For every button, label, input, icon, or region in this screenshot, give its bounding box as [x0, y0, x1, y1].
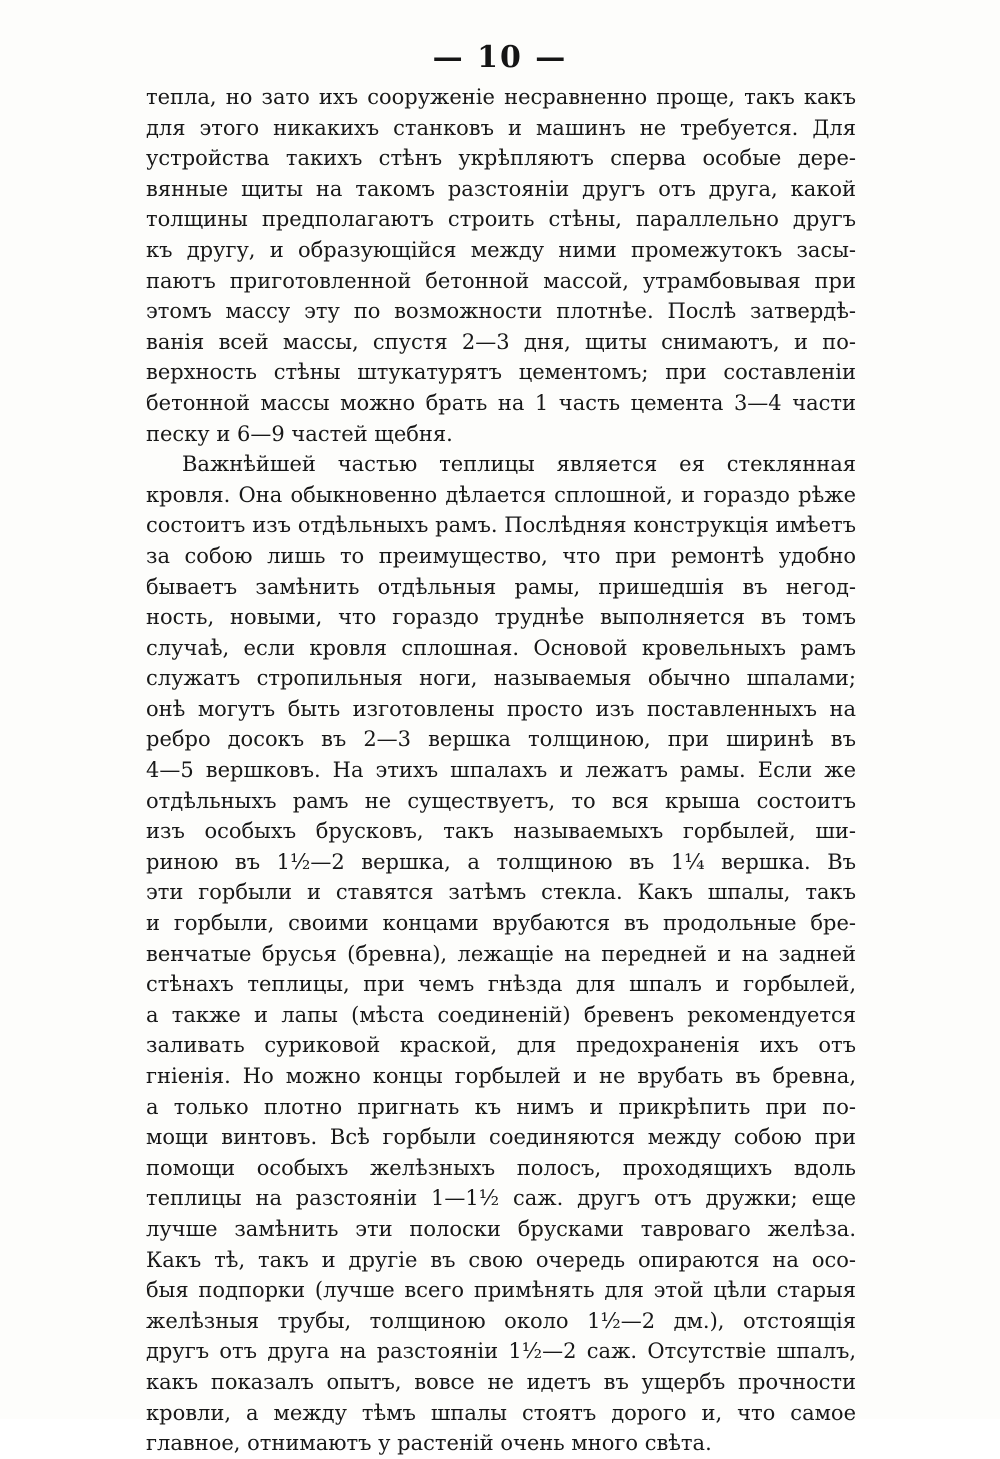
text-line: отдѣльныхъ рамъ не существуетъ, то вся крыша состоитъ	[146, 788, 856, 813]
text-line: стѣнахъ теплицы, при чемъ гнѣзда для шпалъ и горбылей,	[146, 972, 856, 997]
text-line: желѣзныя трубы, толщиною около 1½—2 дм.), отстоящія	[146, 1308, 856, 1333]
text-line: и горбыли, своими концами врубаются въ продольные бре-	[146, 911, 856, 936]
text-line: а также и лапы (мѣста соединеній) бревенъ рекомендуется	[146, 1002, 856, 1027]
text-line: гніенія. Но можно концы горбылей и не врубать въ бревна,	[146, 1064, 856, 1088]
text-line: изъ особыхъ брусковъ, такъ называемыхъ горбылей, ши-	[146, 819, 856, 844]
text-line: вянные щиты на такомъ разстояніи другъ отъ друга, какой	[146, 176, 856, 201]
body-text	[146, 82, 856, 1459]
text-line: песку и 6—9 частей щебня.	[146, 421, 453, 446]
text-line: за собою лишь то преимущество, что при ремонтѣ удобно	[146, 543, 856, 568]
text-line: а только плотно пригнать къ нимъ и прикрѣпить при по-	[146, 1094, 856, 1119]
text-line: случаѣ, если кровля сплошная. Основой кровельныхъ рамъ	[146, 635, 856, 660]
text-line: какъ показалъ опытъ, вовсе не идетъ въ ущербъ прочности	[146, 1369, 856, 1394]
text-line: для этого никакихъ станковъ и машинъ не требуется. Для	[146, 115, 856, 140]
text-line: бываетъ замѣнить отдѣльныя рамы, пришедшія въ негод-	[146, 574, 856, 599]
text-line: служатъ стропильныя ноги, называемыя обычно шпалами;	[146, 666, 856, 691]
text-line: бетонной массы можно брать на 1 часть цемента 3—4 части	[146, 390, 856, 415]
text-line: 4—5 вершковъ. На этихъ шпалахъ и лежатъ рамы. Если же	[146, 758, 856, 783]
text-line: кровля. Она обыкновенно дѣлается сплошной, и гораздо рѣже	[146, 482, 856, 507]
text-line: главное, отнимаютъ у растеній очень много свѣта.	[146, 1431, 712, 1456]
text-line: состоитъ изъ отдѣльныхъ рамъ. Послѣдняя конструкція имѣетъ	[146, 513, 856, 538]
text-line: другъ отъ друга на разстояніи 1½—2 саж. Отсутствіе шпалъ,	[146, 1339, 856, 1364]
text-line: къ другу, и образующійся между ними промежутокъ засы-	[146, 237, 856, 262]
text-line: онѣ могутъ быть изготовлены просто изъ поставленныхъ на	[146, 696, 856, 721]
text-line: венчатые брусья (бревна), лежащіе на передней и на задней	[146, 941, 856, 966]
text-line: толщины предполагаютъ строить стѣны, параллельно другъ	[146, 207, 856, 232]
text-line: ребро досокъ въ 2—3 вершка толщиною, при ширинѣ въ	[146, 727, 856, 752]
text-line: эти горбыли и ставятся затѣмъ стекла. Какъ шпалы, такъ	[146, 880, 856, 905]
text-line: мощи винтовъ. Всѣ горбыли соединяются между собою при	[146, 1125, 856, 1150]
text-line: устройства такихъ стѣнъ укрѣпляютъ сперва особые дере-	[146, 146, 856, 171]
text-line: Важнѣйшей частью теплицы является ея стеклянная	[182, 452, 856, 477]
text-line: заливать суриковой краской, для предохраненія ихъ отъ	[146, 1033, 856, 1058]
text-line: риною въ 1½—2 вершка, а толщиною въ 1¼ вершка. Въ	[146, 849, 856, 874]
text-line: этомъ массу эту по возможности плотнѣе. Послѣ затвердѣ-	[146, 299, 856, 324]
text-line: верхность стѣны штукатурятъ цементомъ; при составленіи	[146, 360, 856, 385]
text-line: ванія всей массы, спустя 2—3 дня, щиты снимаютъ, и по-	[146, 329, 856, 354]
text-line: Какъ тѣ, такъ и другіе въ свою очередь опираются на осо-	[146, 1247, 856, 1272]
text-line: кровли, а между тѣмъ шпалы стоятъ дорого и, что самое	[146, 1400, 856, 1425]
text-line: паютъ приготовленной бетонной массой, утрамбовывая при	[146, 268, 856, 293]
text-line: помощи особыхъ желѣзныхъ полосъ, проходящихъ вдоль	[146, 1155, 856, 1180]
text-line: ность, новыми, что гораздо труднѣе выполняется въ томъ	[146, 605, 856, 630]
text-line: быя подпорки (лучше всего примѣнять для этой цѣли старыя	[146, 1278, 856, 1303]
text-line: тепла, но зато ихъ сооруженіе несравненно проще, такъ какъ	[146, 85, 856, 109]
page-number: — 10 —	[432, 40, 568, 75]
text-line: теплицы на разстояніи 1—1½ саж. другъ отъ дружки; еще	[146, 1186, 856, 1211]
text-line: лучше замѣнить эти полоски брусками тавроваго желѣза.	[146, 1216, 856, 1241]
